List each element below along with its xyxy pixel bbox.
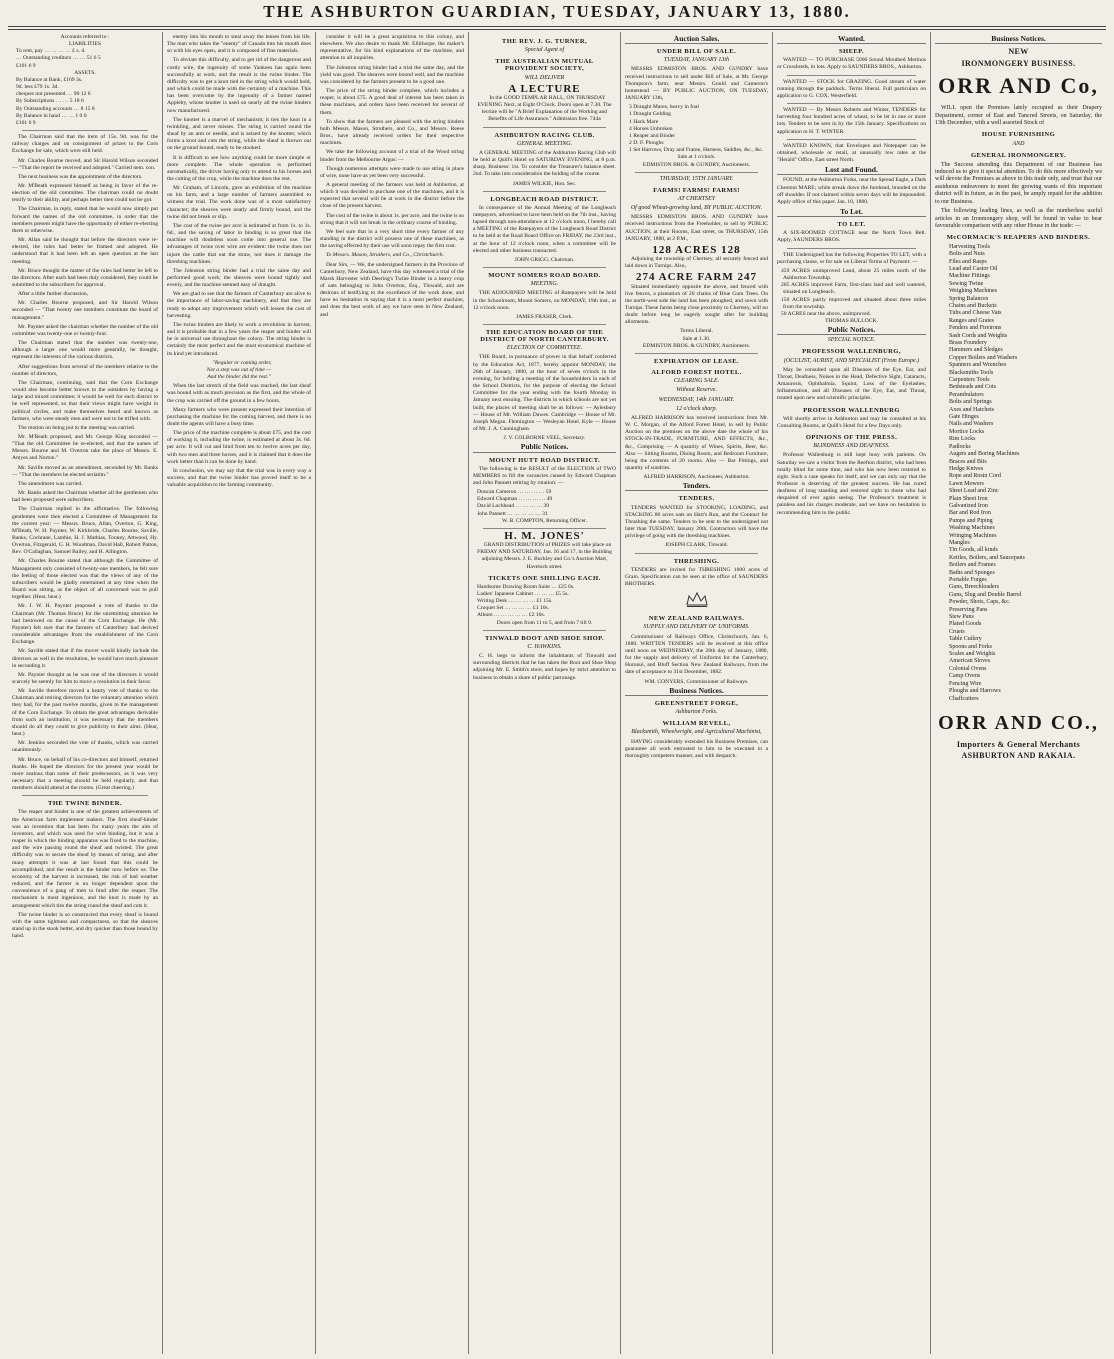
tenders-sign: JOSEPH CLARK, Tinwald. <box>665 542 728 549</box>
article-paragraph: Mr. Bruce, on behalf of his co-directors and himself, returned thanks. He hoped the directors for the present year would be more zealous than some of their predecessors, as it was very necessary that a meeting should be held regularly, and that members should attend at the rooms. (Great cheering.) <box>12 756 158 792</box>
auction-sales-header: Auction Sales. <box>625 35 768 44</box>
list-item: Chains and Buckets <box>949 302 997 309</box>
opinions-body: Professor Wallenburg is still kept busy with patients. On Saturday we saw a visitor from the Reefton district, who had been totally blind for some time, and who has now been restored to sight. Such a case speaks for itself, and we can only say that the Professor is deserving of the greatest success. He has cured deafness of long standing and restored sight to those who had despaired of ever again seeing. The Professor's treatment is painless and his charges moderate, and we have no hesitation in recommending him to the public. <box>777 452 926 516</box>
cottage-body: A SIX-ROOMED COTTAGE near the North Town Belt. Apply, SAUNDERS BROS. <box>777 230 926 244</box>
list-item: Tin Goods, all kinds <box>949 547 998 554</box>
article-paragraph: The price of the string binder complete, which includes a reaper, is about £75. A good deal of interest has been taken in these machines, and orders have been received for several of them. <box>320 88 464 116</box>
lecture-org: THE AUSTRALIAN MUTUAL PROVIDENT SOCIETY, <box>495 58 594 73</box>
article-paragraph: Mr. Saville therefore moved a hearty vote of thanks to the Chairman and retiring directors for the voluntary attention which they had, for the past twelve months, given to the management of the Corn Exchange. To obtain the great advantages derivable from such an institution, it was necessary that the members should do all they could to give publicity to their aims. (Hear, hear.) <box>12 688 158 738</box>
tenders-body: TENDERS WANTED for STOOKING, LOADING, and STACKING 80 acres oats on Hart's Run, and the Contract for Thrashing the same. Tenders to be sent to the undersigned not later than TUESDAY, January 20th. Contractors will have the privilege of going with the threshing machines. <box>625 504 768 540</box>
mtsomers-sub: MEETING. <box>530 281 559 288</box>
mccormack-heading: McCORMACK'S REAPERS AND BINDERS. <box>946 234 1091 242</box>
divider <box>483 191 606 192</box>
professor-name: PROFESSOR WALLENBURG <box>803 406 900 414</box>
sale1-item: 4 Horses Unbroken <box>629 125 673 132</box>
lecture-body: In the GOOD TEMPLAR HALL, ON THURSDAY EVENING Next, at Eight O'Clock. Doors open at 7.30. The lecture will be "A Brief Explanation of the Working and Benefits of Life Assurance." Admission free. 744a <box>477 94 612 123</box>
sale1-item: 1 Draught Gelding <box>629 111 671 118</box>
education-sign: J. V. COLBORNE VEEL, Secretary. <box>503 435 586 442</box>
tinwald-title: TINWALD BOOT AND SHOE SHOP. <box>484 634 605 642</box>
article-paragraph: The Chairman, in reply, stated that he would now simply put forward the names of the old committee, in order that the members present might have the opportunity of either re-electing them or otherwise. <box>12 206 158 234</box>
sale2-date: THURSDAY, 15TH JANUARY. <box>659 175 734 182</box>
list-item: Perambulators <box>949 391 984 398</box>
article-paragraph: To show that the farmers are pleased with the string binders both Messrs. Mason, Struthers, and Co., and Messrs. Reese Bros., have already received orders for their respective machines. <box>320 118 464 147</box>
list-item: Hammers and Sledges <box>949 347 1003 354</box>
sale1-item: 1 Hack Mare <box>629 118 659 125</box>
sale1-item: 3 Draught Mares, heavy in foal <box>629 104 699 111</box>
sale2-farm-heading: 274 ACRE FARM 247 <box>636 271 757 284</box>
list-item: Fenders and Fireirons <box>949 325 1002 332</box>
land-sign: THOMAS BULLOCK. <box>825 318 878 324</box>
article-paragraph: Mr. Saville moved as an amendment, seconded by Mr. Banks — "That the members be elected seriatim." <box>12 464 158 478</box>
article-paragraph: Mr. Jenkins seconded the vote of thanks, which was carried unanimously. <box>12 740 158 754</box>
without-reserve: Without Reserve. <box>676 387 717 394</box>
list-item: Copper Boilers and Washers <box>949 354 1018 361</box>
orr-and-co-footer: ORR AND CO., <box>938 711 1099 734</box>
found-body: FOUND, at the Ashburton Forks, near the Spread Eagle, a Dark Chestnut MARE; white streak down the forehead, branded on the off shoulder. If not claimed within seven days will be impounded. Apply office of this paper. Jan. 10, 1880. <box>777 177 926 205</box>
list-item: Ranges and Grates <box>949 317 994 324</box>
list-item: Lawn Mowers <box>949 480 984 487</box>
letter-address: To Messrs. Mason, Struthers, and Co., Christchurch. <box>326 252 444 259</box>
masthead-rule <box>8 26 1106 27</box>
list-item: Cruets <box>949 628 965 635</box>
list-item: Bedsteads and Cots <box>949 384 996 391</box>
article-paragraph: Mr. Charles Bourne moved, and Sir Harold Wilson seconded — "That the report be received and adopted." Carried nem. con. <box>12 157 158 171</box>
list-item: Tubs and Cheese Vats <box>949 310 1002 317</box>
sale2-title: FARMS! FARMS! FARMS! <box>653 186 740 194</box>
accounts-line: £101 6 9 <box>16 62 36 69</box>
special-notice: SPECIAL NOTICE. <box>827 337 876 344</box>
stock-body: WANTED — STOCK for GRAZING. Good stream of water running through the paddock. Terms liberal. Full particulars on application to G. COX, Westerfield. <box>777 78 926 99</box>
opinions-title: OPINIONS OF THE PRESS. <box>805 434 898 442</box>
divider <box>483 630 606 631</box>
harvest-tenders-body: WANTED — By Messrs Roberts and Winter, TENDERS for harvesting four hundred acres of wheat, to be let in one or more lots. Tenders to be sent in by the 15th January. Specifications on application to H. T. WINTER. <box>777 107 926 135</box>
article-paragraph: The Chairman, continuing, said that the Corn Exchange would also become better known to the outsiders by having a large and mixed committee; it would be well for each district to be well represented, so that their views might have weight in political circles, and make themselves heard and known as farmers, who were steady men and were not to be trifled with. <box>12 379 158 422</box>
sale1-date: TUESDAY, JANUARY 13th <box>663 57 730 64</box>
longbeach-body: In consequence of the Annual Meeting of the Longbeach ratepayers, advertised to have been held on the 7th inst., having lapsed through non-attendance at 12 o'clock noon, I hereby call a MEETING of the Ratepayers of the Longbeach Road District to be held at the Road Board Office on FRIDAY, the 23rd inst., at the hour of 12 o'clock noon, when a committee will be elected and other business transacted. <box>473 204 616 254</box>
mthutt-sign: W. B. COMPTON, Returning Officer. <box>501 517 588 524</box>
accounts-line: 9d. less £79 1s. 3d. <box>16 84 59 91</box>
list-item: Machine Fittings <box>949 273 990 280</box>
divider <box>635 553 758 554</box>
list-item: Lead and Castor Oil <box>949 265 998 272</box>
article-paragraph: The next business was the appointment of the directors. <box>18 173 143 180</box>
assets-label: ASSETS. <box>74 69 96 76</box>
public-notices-header: Public Notices. <box>777 326 926 335</box>
revell-body: HAVING considerably extended his Business Premises, can guarantee all work entrusted to him to be executed in a thoroughly competent manner, and with despatch. <box>625 738 768 759</box>
list-item: Spoons and Forks <box>949 643 993 650</box>
mthutt-result: David Lochhead … … … … 39 <box>477 503 550 510</box>
tinwald-name: C. HAWKINS. <box>527 643 562 650</box>
list-item: Carpenters Tools <box>949 377 990 384</box>
orr-and-co-heading: ORR AND Co, <box>938 73 1099 99</box>
racing-sub: GENERAL MEETING. <box>516 140 573 147</box>
list-item: Preserving Pans <box>949 606 988 613</box>
list-item: Spanners and Wrenches <box>949 362 1007 369</box>
article-paragraph: The Chairman replied in the affirmative. The following gentlemen were then elected a Committee of Management for the current year: — Messrs. Bruce, Allan, Overton, G. King, M'Beath, W. H. Paynter, W. Kirkbride, Charles Bourne, Saville, Banks, Cochrane, Lambie, H. J. Mathias, Tooney, Attwood, Hy. Overton, Fitzgerald, G. H. Woodman, David Hall, Robert Patton, Rev. O'Callaghan, Samuel Bailey, and H. Allington. <box>12 506 158 556</box>
mtsomers-sign: JAMES FRASER, Clerk. <box>516 313 573 320</box>
education-sub: ELECTION OF COMMITTEE. <box>506 345 583 352</box>
liabilities-label: LIABILITIES <box>68 41 101 48</box>
nzr-body: Commissioner of Railways Office, Christchurch, Jan. 6, 1880. WRITTEN TENDERS will be received at this office until noon on WEDNESDAY, the 28th day of January, 1880, for the supply and delivery of Uniforms for the Canterbury, Hurunui, and Bluff Section New Zealand Railways, from the date of acceptance to 31st December, 1882. <box>625 633 768 676</box>
sale2-body-2: Adjoining the township of Chertsey, all securely fenced and laid down in Turnips. Also, <box>625 256 768 270</box>
following-body: The following leading lines, as well as the numberless useful articles in an Ironmongery shop, will be found in value to bear favourable comparison with any other House in the trade: — <box>935 208 1102 229</box>
list-item: Sash Cords and Weights <box>949 332 1008 339</box>
article-paragraph: A general meeting of the farmers was held at Ashburton, at which it was decided to purchase one of the machines, and it is expected that several will be at work in the district before the close of the present harvest. <box>320 181 464 210</box>
list-item: Powder, Shots, Caps, &c. <box>949 599 1011 606</box>
mthutt-body: The following is the RESULT of the ELECTION of TWO MEMBERS to fill the vacancies caused by Edward Chapman and John Pannett retiring by rotation: — <box>473 465 616 486</box>
sheep-body: WANTED — TO PURCHASE 5000 Sound Mouthed Merinos or Crossbreds, in lots. Apply to SAUNDERS BROS., Ashburton. <box>777 57 926 71</box>
accounts-line: By Balance at Bank, £169 3s. <box>16 76 83 83</box>
list-item: Plated Goods <box>949 621 982 628</box>
list-item: Hedge Knives <box>949 465 984 472</box>
divider <box>635 172 758 173</box>
list-item: Stew Pans <box>949 614 974 621</box>
list-item: Sheet Lead and Zinc <box>949 488 999 495</box>
list-item: Gate Hinges <box>949 414 979 421</box>
list-item: Guns, Breechloaders <box>949 584 999 591</box>
article-paragraph: The cost of the twine per acre is estimated at from 1s. to 1s. 6d., and the saving of labor in binding is so great that the machine will doubtless soon come into general use. The advantages of twine over wire are evident: the twine does not injure the cattle that eat the straw, nor does it damage the threshing machines. <box>167 222 311 265</box>
house-furnishing: HOUSE FURNISHING <box>981 131 1056 139</box>
article-paragraph: Dear Sirs, — We, the undersigned farmers in the Province of Canterbury, New Zealand, have this day witnessed a trial of the Marsh Harvester with Deering's Twine Binder in a heavy crop of oats belonging to John Overton, Esq., Tinwald, and are desirous of testifying to the excellence of the work done, and have no hesitation in saying that it is a most perfect machine, and does the best work of any we have seen in New Zealand, and <box>320 261 464 318</box>
sale2-acres-heading: 128 ACRES 128 <box>652 243 741 256</box>
article-paragraph: Mr. Allan said he thought that before the directors were re-elected, the rules had better be framed and adopted. He understood that it had been left an open question at the last meeting. <box>12 237 158 265</box>
list-item: Blacksmiths Tools <box>949 369 994 376</box>
hmjones-prize: Writing Desk … … … … £1 15s. <box>477 598 553 605</box>
lecture-big: A LECTURE <box>508 82 581 95</box>
professor-sub: (OCULIST, AURIST, AND SPECIALIST (From Europe.) <box>783 357 920 364</box>
article-paragraph: enemy into his mouth to steal away the lenses from his life. The man who takes the "enemy" of Canada into his mouth does so with his eyes open, and it is composed of fine materials. <box>167 34 311 55</box>
longbeach-sign: JOHN GRIGG, Chairman. <box>514 256 575 263</box>
masthead-rule-secondary <box>8 29 1106 30</box>
accounts-title: Accounts referred to : <box>60 34 110 40</box>
accounts-line: cheques not presented … 90 12 6 <box>16 91 91 98</box>
list-item: Padlocks <box>949 443 971 450</box>
sale1-title: UNDER BILL OF SALE. <box>656 48 737 56</box>
wanted-known-body: WANTED KNOWN, that Envelopes and Notepaper can be obtained, wholesale or retail, at unusually low rates at the "Herald" Office, East street North. <box>777 142 926 164</box>
divider <box>787 248 916 249</box>
divider <box>483 127 606 128</box>
list-item: Braces and Bits <box>949 458 987 465</box>
list-item: Baths and Sponges <box>949 569 995 576</box>
list-item: Chaffcutters <box>949 695 979 702</box>
article-paragraph: Mr. M'Beath expressed himself as being in favor of the re-election of the old committee. The chairman could no doubt testify to their ability, and perhaps better men could not be got. <box>12 182 158 204</box>
article-paragraph: We are glad to see that the farmers of Canterbury are alive to the importance of labor-saving machinery, and that they are ready to adopt any improvement which will lessen the cost of harvesting. <box>167 291 311 319</box>
divider <box>787 139 916 140</box>
mthutt-title: MOUNT HUTT ROAD DISTRICT. <box>488 456 601 464</box>
article-paragraph: consider it will be a great acquisition to this colony, and elsewhere. We also desire to thank Mr. Ellithorpe, the maker's representative, for his kind explanations of the machine, and attention to all inquiries. <box>320 34 464 62</box>
sale1-item: 1 Set Harrows, Dray and Frame, Harness, Saddles, &c., &c. <box>629 147 764 154</box>
hmjones-sub: GRAND DISTRIBUTION of PRIZES will take place on FRIDAY AND SATURDAY, Jan. 16 and 17, in the Building adjoining Messrs. J. E. Buckley and Co.'s Auction Mart, Havelock street. <box>477 542 612 570</box>
list-item: Fencing Wire <box>949 680 982 687</box>
list-item: Nails and Washers <box>949 421 994 428</box>
longbeach-title: LONGBEACH ROAD DISTRICT. <box>490 195 599 203</box>
list-item: Files and Rasps <box>949 258 987 265</box>
list-item: Table Cutlery <box>949 636 982 643</box>
accounts-line: To rent, pay … … … … £ s. d. <box>16 48 86 55</box>
sale2-sub: Of good Wheat-growing land, BY PUBLIC AUCTION. <box>630 205 763 212</box>
sale1-body: MESSRS EDMISTON BROS. AND GUNDRY have received instructions to sell under Bill of Sale, at Mr. George Thompson's farm, near Messrs. Gould and Cameron's homestead — BY PUBLIC AUCTION, ON TUESDAY, JANUARY 13th, <box>625 66 768 102</box>
article-paragraph: The Johnston string binder had a trial the same day, and the yield was good. The sheaves were bound well, and the machine was considered by the farmers present to be a good one. <box>320 64 464 85</box>
article-paragraph: The twine binder is so constructed that every sheaf is bound with the same tightness and compactness, so that the sheaves stand up in the stook better, and dry quicker than those bound by hand. <box>12 911 158 940</box>
crown-emblem <box>625 590 768 611</box>
column-4 <box>469 34 620 1352</box>
divider <box>483 267 606 268</box>
article-paragraph: To obviate this difficulty, and to get rid of the dangerous and costly wire, the ingenuity of some Yankees has again been successfully at work, and the result is the twine binder. The difficulty was to get a knot tied in the string which would hold, and which could be made with the certainty of a machine. This has been overcome by the ingenuity of a farmer named Appleby, whose knotter is used on nearly all the twine binders now manufactured. <box>167 57 311 114</box>
business-notices-header: Business Notices. <box>935 35 1102 44</box>
list-item: Bar and Rod Iron <box>949 510 991 517</box>
list-item: Spring Balances <box>949 295 989 302</box>
land-item: 205 ACRES improved Farm, first-class land and well watered, situated on Longbeach. <box>781 282 926 296</box>
racing-body: A GENERAL MEETING of the Ashburton Racing Club will be held at Quill's Hotel on SATURDAY EVENING, at 8 p.m. sharp. Business: 1st. To consider the Treasurer's balance sheet. 2nd. To take into consideration the holding of the course. <box>473 149 616 178</box>
sale1-sign: EDMISTON BROS. & GUNDRY, Auctioneers. <box>642 161 751 168</box>
alford-title: ALFORD FOREST HOTEL. <box>651 369 742 377</box>
hmjones-prize: Album … … … … … £2 10s. <box>477 612 546 619</box>
article-paragraph: The twine binders are likely to work a revolution in harvest, and it is probable that in a few years the reaper and binder will be in universal use throughout the colony. The string binder is certainly the most perfect and the most economical machine of its kind yet introduced. <box>167 321 311 357</box>
list-item: Axes and Hatchets <box>949 406 994 413</box>
article-paragraph: The Chairman said that the item of 15s. 9d. was for the railway charges and on consignment of prizes to the Corn Exchange for sale, which were still held. <box>12 134 158 155</box>
list-item: Camp Ovens <box>949 673 981 680</box>
land-item: 150 ACRES partly improved and situated about three miles from the township. <box>781 296 926 310</box>
list-item: Rim Locks <box>949 436 976 443</box>
list-item: Boilers and Frames <box>949 562 996 569</box>
land-item: 50 ACRES near the above, unimproved. <box>781 310 871 317</box>
revell-name: WILLIAM REVELL, <box>662 720 731 728</box>
list-item: Weighing Machines <box>949 288 998 295</box>
article-paragraph: Many farmers who were present expressed their intention of purchasing the machine for the coming harvest, and there is no doubt the agents will have a busy time. <box>167 406 311 427</box>
land-body: THE Undersigned has the following Properties TO LET, with a purchasing clause, or for sale on Liberal Terms of Payment: — <box>777 251 926 265</box>
accounts-line: By Outstanding accounts … 8 15 8 <box>16 105 95 112</box>
list-item: Colonial Ovens <box>949 665 987 672</box>
list-item: Sewing Twine <box>949 280 984 287</box>
and-label: AND <box>1012 140 1025 147</box>
article-paragraph: The price of the machine complete is about £75, and the cost of working it, including the twine, is estimated at about 3s. 6d. per acre. It will cut and bind from ten to twelve acres per day, with two men and three horses, and it is claimed that it does the work better than it can be done by hand. <box>167 430 311 465</box>
mthutt-result: John Pannett … … … … … 31 <box>477 510 548 517</box>
sale1-item: 1 Reaper and Binder <box>629 132 676 139</box>
alford-sign: ALFRED HARRISON, Auctioneer, Ashburton. <box>643 474 750 481</box>
hmjones-doors: Doors open from 11 to 5, and from 7 till 9. <box>496 619 593 626</box>
article-paragraph: The motion on being put to the meeting was carried. <box>18 424 136 431</box>
article-paragraph: After a little further discussion, <box>18 291 89 298</box>
new-heading: NEW <box>1008 47 1029 57</box>
list-item: Bolts and Springs <box>949 399 992 406</box>
tenders-title: TENDERS. <box>678 495 715 503</box>
verse-quote: "Regular or coming order, Not a step was out of time — And the binder did the rest." <box>206 359 272 381</box>
professor-title: PROFESSOR WALLENBURG, <box>802 348 901 356</box>
article-paragraph: After suggestions from several of the members relative to the number of directors, <box>12 363 158 377</box>
nzr-sub: SUPPLY AND DELIVERY OF UNIFORMS. <box>643 624 750 631</box>
mtsomers-body: THE ADJOURNED MEETING of Ratepayers will be held in the Schoolroom, Mount Somers, on MONDAY, 19th inst., at 12 o'clock noon. <box>473 290 616 311</box>
column-2 <box>163 34 315 1352</box>
column-6 <box>773 34 930 1352</box>
list-item: Kettles, Boilers, and Saucepans <box>949 554 1025 561</box>
list-item: Mangles <box>949 539 970 546</box>
alford-time: 12 o'clock sharp. <box>675 405 718 412</box>
list-item: Guns, Slug and Double Barrel <box>949 591 1022 598</box>
list-item: Scales and Weights <box>949 651 996 658</box>
nzr-title: NEW ZEALAND RAILWAYS. <box>648 615 745 623</box>
lease-title: EXPIRATION OF LEASE. <box>653 357 740 365</box>
article-paragraph: It is difficult to see how anything could be more simple or more complete. The whole operation is performed automatically, the driver having only to attend to his horses and the cutting of the crop, while the machine does the rest. <box>167 154 311 182</box>
column-1 <box>8 34 162 1352</box>
forge-sub: Ashburton Forks. <box>675 709 718 716</box>
list-item: Harvesting Tools <box>949 243 990 250</box>
list-item: Mortice Locks <box>949 428 985 435</box>
items-list <box>935 244 1102 703</box>
column-3 <box>316 34 468 1352</box>
land-item: 459 ACRES unimproved Land, about 25 miles north of the Ashburton Township. <box>781 267 926 282</box>
racing-title: ASHBURTON RACING CLUB. <box>494 131 595 139</box>
list-item: Rope and Rosin Cord <box>949 473 1001 480</box>
crown-icon <box>684 590 710 608</box>
education-body: THE Board, in pursuance of power in that behalf conferred by the Education Act, 1877, hereby appoint MONDAY, the 26th of January, 1880, at the hour of seven o'clock in the evening, for holding a meeting of the householders in each of the School Districts, for the purpose of electing the School Committee for the year ending with the fourth Monday in January next ensuing. The districts in which schools are not yet built, the places of meeting shall be as follows: — Aylesbury — House of Mr. William Dawes. Cambridge — House of Mr. Joseph Megan. Flemington — Wesleyan Hotel. Kyle — House of Mr. J. A. Cunningham. <box>473 354 616 433</box>
article-paragraph: The Chairman stated that the number was twenty-one, although a larger one would more generally, he thought, represent the interests of the various districts. <box>12 340 158 361</box>
article-paragraph: We feel sure that in a very short time every farmer of any standing in the district will possess one of these machines, as the saving effected by their use will soon repay the first cost. <box>320 228 464 250</box>
public-notices-header: Public Notices. <box>473 443 616 452</box>
article-paragraph: In conclusion, we may say that the trial was in every way a success, and that the twine binder has proved itself to be a valuable acquisition to the farming community. <box>167 467 311 489</box>
professor-body: May be consulted upon all Diseases of the Eye, Ear, and Throat, Deafness, Noises in the Head, Defective Sight, Cataracts, Amaurosis, Ophthalmia, Squint, Loss of the Eyelashes, Inflammation, and all Diseases of the Eye, Ear, and Throat, treated upon new and scientific principles. <box>777 366 926 402</box>
list-item: Augers and Boring Machines <box>949 451 1020 458</box>
general-ironmongery: GENERAL IRONMONGERY. <box>970 152 1067 160</box>
accounts-line: £101 6 9 <box>16 119 36 126</box>
list-item: Washing Machines <box>949 525 995 532</box>
divider <box>22 795 148 796</box>
list-item: Brass Foundery <box>949 340 987 346</box>
orr-body: WILL open the Premises lately occupied as their Drapery Department, corner of East and Tancred Streets, on Saturday, the 13th December, with a well assorted Stock of <box>935 105 1102 127</box>
article-paragraph: Mr. Graham, of Lincoln, gave an exhibition of the machine on his farm, and a large number of farmers assembled to witness the trial. The work done was of a most satisfactory character; the sheaves were neatly and firmly bound, and the twine did not break or slip. <box>167 185 311 220</box>
divider <box>22 130 148 131</box>
mthutt-result: Duncan Cameron … … … … 59 <box>477 489 552 496</box>
article-paragraph: When the last stretch of the field was reached, the last sheaf was bound with as much precision as the first, and the whole of the crop was carried off the ground in a few hours. <box>167 383 311 404</box>
sale1-time: Sale at 1 o'clock. <box>677 154 716 161</box>
ashburton-rakaia-line: ASHBURTON AND RAKAIA. <box>961 751 1076 761</box>
list-item: Plain Sheet Iron <box>949 495 988 502</box>
education-title: THE EDUCATION BOARD OF THE DISTRICT OF NORTH CANTERBURY. <box>480 329 609 344</box>
sale2-terms: Terms Liberal. <box>680 328 713 335</box>
list-item: Galvanized Iron <box>949 502 988 509</box>
article-paragraph: Mr. Saville stated that if the mover would kindly include the directors as well in the resolution, he would have much pleasure in seconding it. <box>12 648 158 669</box>
lecture-will: WILL DELIVER <box>524 74 565 81</box>
sale2-time: Sale at 1.30. <box>682 335 711 342</box>
article-paragraph: Mr. Charles Bourne stated that although the Committee of Management only consisted of twenty-one members, he felt sure the feeling of those elected was that the views of any of the subscribers would be gladly entertained at any time when the Board was sitting, as the object of all concerned was to pull together. (Hear, hear.) <box>12 558 158 601</box>
success-body: The Success attending this Department of our Business has induced us to give it special attention. To do this more effectively we will devote the Premises as above to this trade only, and trust that our assiduous endeavours to meet the growing wants of this important district will in future, as in the past, be amply repaid for the addition to our Business. <box>935 161 1102 205</box>
ironmongery-heading: IRONMONGERY BUSINESS. <box>961 58 1076 68</box>
article-paragraph: Though numerous attempts were made to use string in place of wire, none have as yet been very successful. <box>320 165 464 179</box>
lost-found-header: Lost and Found. <box>777 166 926 175</box>
list-item: Portable Forges <box>949 577 987 583</box>
mtsomers-title: MOUNT SOMERS ROAD BOARD. <box>488 272 601 280</box>
list-item: Bolts and Nuts <box>949 251 985 258</box>
article-paragraph: The amendment was carried. <box>18 480 83 487</box>
importers-line: Importers & General Merchants <box>956 739 1081 749</box>
to-let-title: TO LET. <box>837 221 866 229</box>
list-item: Pumps and Piping <box>949 517 993 524</box>
hmjones-title: H. M. JONES' <box>504 529 585 542</box>
article-paragraph: Mr. Charles Bourne proposed, and Sir Harold Wilson seconded — "That twenty one members constitute the board of management." <box>12 300 158 321</box>
list-item: Ploughs and Harrows <box>949 688 1001 695</box>
article-paragraph: Mr. Bruce thought the matter of the rules had better be left to the directors. After each had been duly considered, they could be submitted to the subscribers for approval. <box>12 267 158 288</box>
article-paragraph: The Johnston string binder had a trial the same day and performed good work; the sheaves were bound tightly and evenly, and the machine seemed easy of draught. <box>167 267 311 289</box>
accounts-line: By Subscriptions … … 5 18 6 <box>16 98 84 105</box>
accounts-line: By Balance in hand … … 1 0 0 <box>16 112 87 119</box>
accounts-line: … Outstanding creditors … … 51 6 5 <box>16 55 101 62</box>
divider <box>635 353 758 354</box>
lecture-head: THE REV. J. G. TURNER, <box>501 38 588 45</box>
forge-title: GREENSTREET FORGE, <box>654 699 739 707</box>
column-5 <box>621 34 772 1352</box>
hmjones-prize: Ladies' Japanese Cabinet … … … £5 5s. <box>477 591 569 597</box>
threshing-body: TENDERS are invited for THRESHING 1000 acres of Grain. Specification can be seen at the office of SAUNDERS BROTHERS. <box>625 566 768 587</box>
article-paragraph: Mr. M'Beath proposed, and Mr. George King seconded — "That the old Committee be re-elected, and that the names of Messrs. Bourne and M. Overton take the place of Messrs. E. Amyes and Norton." <box>12 433 158 462</box>
clearing-sale: CLEARING SALE. <box>673 378 720 385</box>
hmjones-tickets: TICKETS ONE SHILLING EACH. <box>488 574 601 582</box>
wanted-header: Wanted. <box>777 35 926 44</box>
article-paragraph: Mr. Paynter asked the chairman whether the number of the old committee was twenty-one or twenty-four. <box>12 323 158 337</box>
sale2-sign: EDMISTON BROS. & GUNDRY, Auctioneers. <box>642 342 751 349</box>
masthead: THE ASHBURTON GUARDIAN, TUESDAY, JANUARY 13, 1880. <box>263 2 851 21</box>
threshing-title: THRESHING. <box>673 557 720 565</box>
article-paragraph: Mr. Paynter thought as he was one of the directors it would scarcely be seemly for him to move a resolution in their favor. <box>12 671 158 685</box>
lecture-sub: Special Agent of <box>524 47 565 54</box>
article-paragraph: We take the following account of a trial of the Wood string binder from the Melbourne Argus: — <box>320 149 464 163</box>
sale2-body: MESSRS EDMISTON BROS. AND GUNDRY have received instructions from the Freeholder, to sell by PUBLIC AUCTION, at their Rooms, East street, on THURSDAY, 15th JANUARY, 1880, at 2 P.M., <box>625 214 768 242</box>
accounts-lines <box>12 48 158 127</box>
opinions-sub: BLINDNESS AND DEAFNESS. <box>813 443 890 450</box>
professor-body-2: Will shortly arrive in Ashburton and may be consulted at his Consulting Rooms, at Quill's Hotel for a few Days only. <box>777 415 926 429</box>
divider <box>787 103 916 104</box>
list-item: Wringing Machines <box>949 532 997 539</box>
sale2-place: AT CHERTSEY <box>677 195 716 202</box>
mthutt-result: Edward Chapman … … … … 49 <box>477 496 553 503</box>
alford-body: ALFRED HARRISON has received instructions from Mr. W. C. Morgan, of the Alford Forest Hotel, to sell by Public Auction on the premises on the above date the whole of his STOCK-IN-TRADE, FURNITURE, AND EFFECTS, &c., &c., Comprising — A quantity of Wines, Spirits, Beer, &c. Also — Sitting Rooms, Dining Room, and Bedroom Furniture, being the contents of 20 rooms. Also — Bar Fittings, and quantity of sundries. <box>625 414 768 471</box>
column-7 <box>931 34 1106 1352</box>
list-item: American Stoves <box>949 658 991 665</box>
article-paragraph: The reaper and binder is one of the greatest achievements of the American farm implement makers. The first sheaf-binder was an invention that has been for many years the aim of inventors, and which was used for wire binding, but it was a reaper in which the binding apparatus was fixed to the machine, and the wire passing round the sheaf and twisted. The great difficulty was to secure the sheaf by means of string, and after many attempts it was at last found that this could be accomplished, and the result is the binder now before us. The economy of the harvest is increased, the risk of bad weather reduced, and the farmer is no longer dependent upon the convenience of a gang of men to bind after the reaper. The mechanism is most ingenious, and the knot is made by an arrangement which ties the string round the sheaf and cuts it. <box>12 809 158 909</box>
business-notices-header: Business Notices. <box>625 687 768 696</box>
racing-sign: JAMES WILKIE, Hon. Sec. <box>512 180 577 187</box>
tenders-header: Tenders. <box>625 482 768 491</box>
alford-date: WEDNESDAY, 14th JANUARY. <box>658 396 735 403</box>
article-paragraph: Mr. J. W. H. Paynter proposed a vote of thanks to the Chairman (Mr. Thomas Bruce) for the unremitting attention he had bestowed on the cause of the Corn Exchange. He (Mr. Paynter) felt sure that the farmers of Canterbury had derived considerable advantages from the establishment of the Corn Exchange. <box>12 603 158 646</box>
twine-binder-title: THE TWINE BINDER. <box>48 800 122 808</box>
sale1-item: 2 D. F. Ploughs <box>629 140 664 147</box>
article-paragraph: The knotter is a marvel of mechanism; it ties the knot in a twinkling, and never misses. The string is carried round the sheaf by an arm or needle, and is seized by the knotter, which forms a knot and cuts the string, while the sheaf is thrown out on the ground bound, ready to be stooked. <box>167 116 311 152</box>
article-paragraph: The cost of the twine is about 1s. per acre, and the twine is so strong that it will not break in the ordinary course of binding. <box>320 212 464 226</box>
divider <box>483 528 606 529</box>
tinwald-body: C. H. begs to inform the inhabitants of Tinwald and surrounding districts that he has taken the Boot and Shoe Shop adjoining Mr. E. Smith's store, and hopes by strict attention to business to obtain a share of public patronage. <box>473 653 616 681</box>
sheep-title: SHEEP. <box>838 48 865 56</box>
hmjones-prize: Handsome Drawing Room Suite … £25 0s. <box>477 583 575 590</box>
divider <box>483 324 606 325</box>
hmjones-prize: Croquet Set … … … … £1 10s. <box>477 605 550 612</box>
nzr-sign: WM. CONYERS, Commissioner of Railways. <box>644 678 749 685</box>
divider <box>787 75 916 76</box>
sale2-body-3: Situated immediately opposite the above, and fenced with live fences, a plantation of 20 chains of Blue Gum Trees. On the north-west side the land has been ploughed, and sown with Turnips. These farms being close proximity to Chertsey, will no doubt before long be eagerly sought after for building allotments. <box>625 283 768 326</box>
article-paragraph: Mr. Banks asked the Chairman whether all the gentlemen who had been proposed were subscribers. <box>12 490 158 504</box>
revell-sub: Blacksmith, Wheelwright, and Agricultural Machinist, <box>631 729 762 736</box>
to-let-header: To Let. <box>777 208 926 217</box>
